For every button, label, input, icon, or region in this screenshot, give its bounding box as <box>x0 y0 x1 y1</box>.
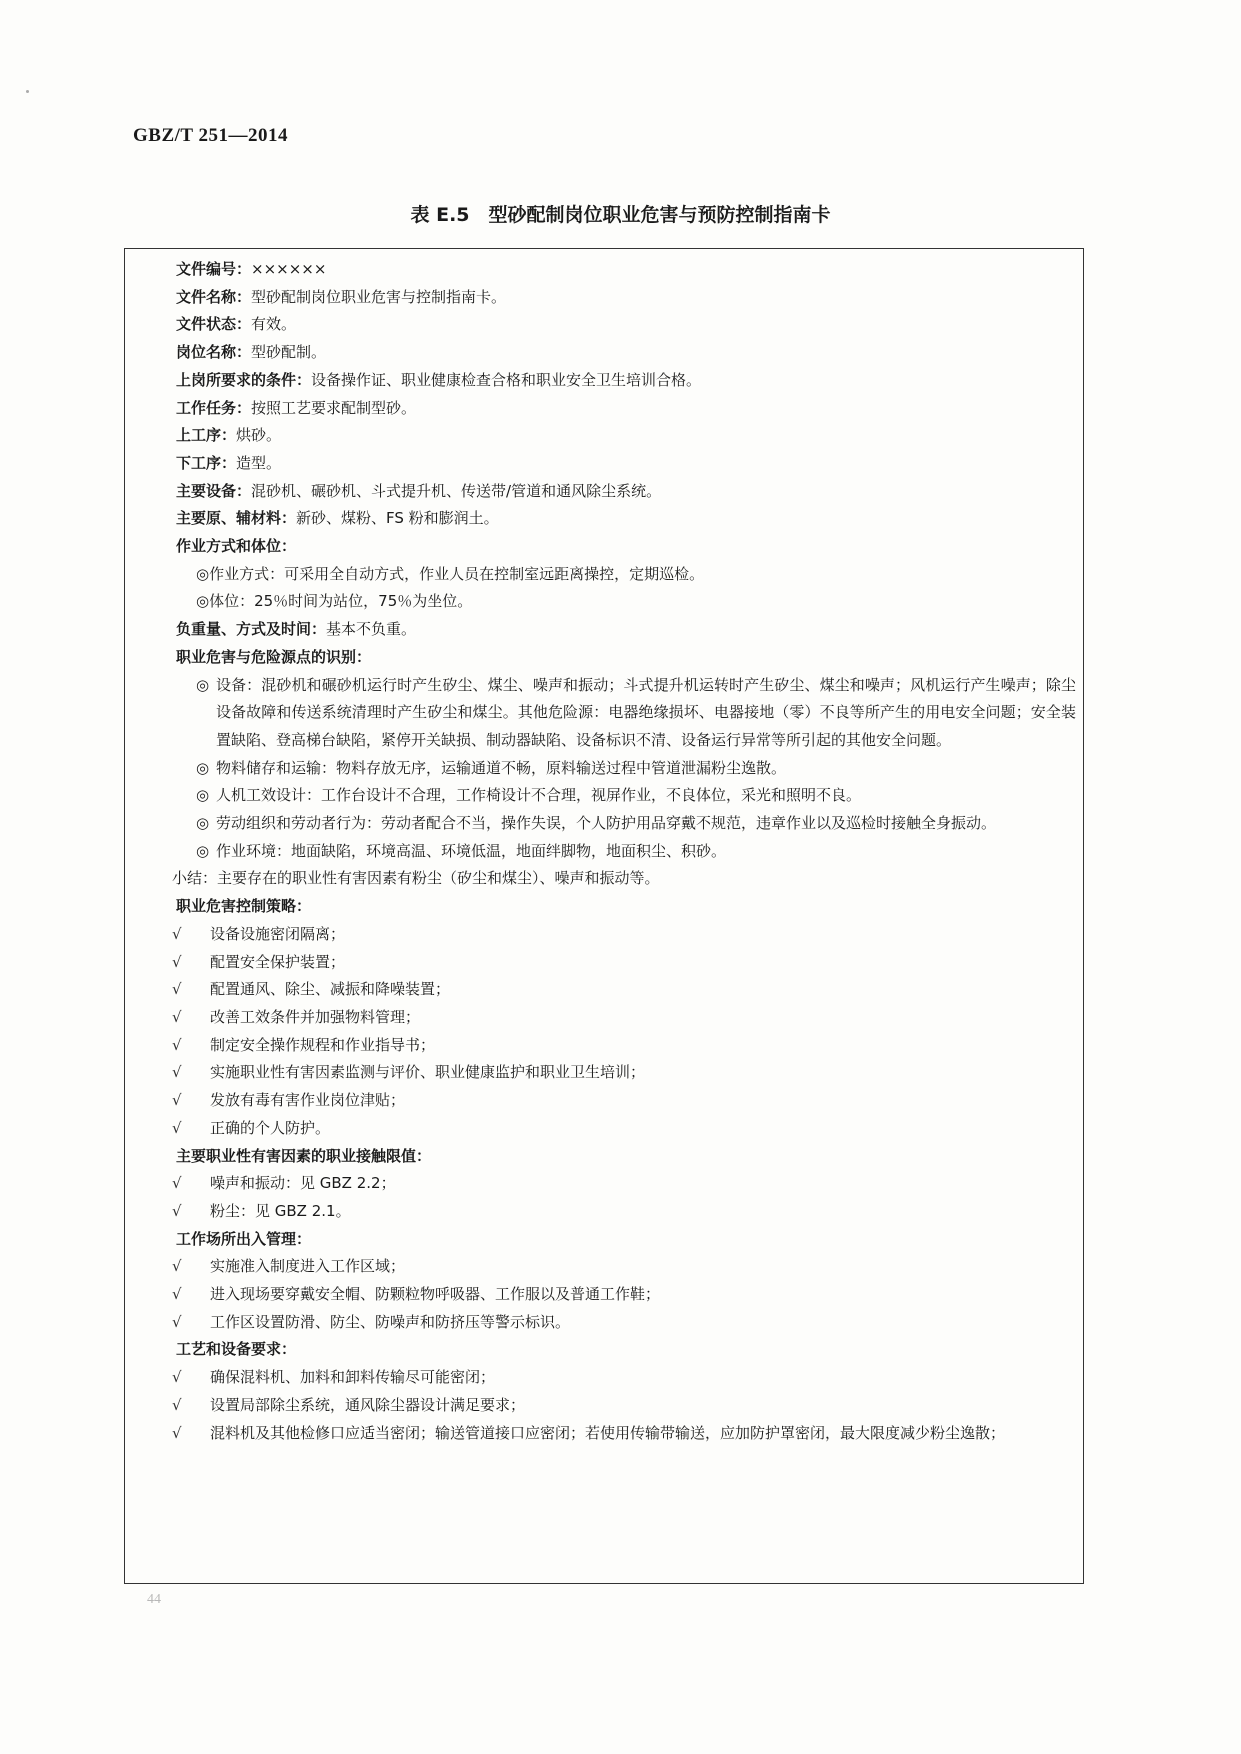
check-icon: √ <box>172 952 182 971</box>
field-load: 负重量、方式及时间：基本不负重。 <box>176 620 417 639</box>
hazard-item: ◎ 人机工效设计：工作台设计不合理，工作椅设计不合理，视屏作业，不良体位，采光和照明不良。 <box>176 782 1076 810</box>
check-icon: √ <box>172 1423 182 1442</box>
field-equipment: 主要设备：混砂机、碾砂机、斗式提升机、传送带/管道和通风除尘系统。 <box>176 481 662 500</box>
strategy-heading: 职业危害控制策略： <box>176 897 312 916</box>
process-heading: 工艺和设备要求： <box>176 1340 297 1359</box>
check-icon: √ <box>172 980 182 999</box>
mode-item: ◎作业方式：可采用全自动方式，作业人员在控制室远距离操控，定期巡检。 <box>196 564 705 583</box>
strategy-item: √ 制定安全操作规程和作业指导书； <box>172 1032 1076 1060</box>
circle-mark-icon: ◎ <box>196 675 210 694</box>
field-file-no: 文件编号：×××××× <box>176 260 327 278</box>
limits-item: √ 噪声和振动：见 GBZ 2.2； <box>172 1170 1076 1198</box>
page-number: 44 <box>147 1592 161 1607</box>
scan-speck <box>26 90 29 93</box>
field-materials: 主要原、辅材料：新砂、煤粉、FS 粉和膨润土。 <box>176 509 499 528</box>
strategy-item: √ 设备设施密闭隔离； <box>172 921 1076 949</box>
circle-mark-icon: ◎ <box>196 758 210 777</box>
process-item: √ 确保混料机、加料和卸料传输尽可能密闭； <box>172 1364 1076 1392</box>
circle-mark-icon: ◎ <box>196 814 210 833</box>
limits-heading: 主要职业性有害因素的职业接触限值： <box>176 1146 432 1165</box>
check-icon: √ <box>172 1257 182 1276</box>
field-next-process: 下工序：造型。 <box>176 453 282 472</box>
limits-item: √ 粉尘：见 GBZ 2.1。 <box>172 1198 1076 1226</box>
check-icon: √ <box>172 1091 182 1110</box>
strategy-item: √ 配置通风、除尘、减振和降噪装置； <box>172 976 1076 1004</box>
field-file-name: 文件名称：型砂配制岗位职业危害与控制指南卡。 <box>176 287 507 306</box>
hazard-item: ◎ 作业环境：地面缺陷，环境高温、环境低温，地面绊脚物，地面积尘、积砂。 <box>176 838 1076 866</box>
circle-mark-icon: ◎ <box>196 841 210 860</box>
circle-mark-icon: ◎ <box>196 786 210 805</box>
strategy-item: √ 实施职业性有害因素监测与评价、职业健康监护和职业卫生培训； <box>172 1059 1076 1087</box>
check-icon: √ <box>172 1312 182 1331</box>
summary: 小结：主要存在的职业性有害因素有粉尘（矽尘和煤尘）、噪声和振动等。 <box>172 869 660 888</box>
check-icon: √ <box>172 1201 182 1220</box>
standard-code: GBZ/T 251—2014 <box>133 125 288 146</box>
access-item: √ 进入现场要穿戴安全帽、防颗粒物呼吸器、工作服以及普通工作鞋； <box>172 1281 1076 1309</box>
field-requirements: 上岗所要求的条件：设备操作证、职业健康检查合格和职业安全卫生培训合格。 <box>176 370 702 389</box>
check-icon: √ <box>172 1035 182 1054</box>
table-title: 表 E.5 型砂配制岗位职业危害与预防控制指南卡 <box>410 204 831 226</box>
field-prev-process: 上工序：烘砂。 <box>176 426 282 445</box>
hazard-item: ◎ 设备：混砂机和碾砂机运行时产生矽尘、煤尘、噪声和振动；斗式提升机运转时产生矽尘、煤尘和噪声；风机运行产生噪声；除尘设备故障和传送系统清理时产生矽尘和煤尘。其他危险源：电器绝缘损坏、电器接地（零）不良等所产生的用电安全问题；安全装置缺陷、登高梯台缺陷，紧停开关缺损、制动器缺陷、设备标识不清、设备运行异常等所引起的其他安全问题。 <box>176 672 1076 755</box>
strategy-item: √ 正确的个人防护。 <box>172 1115 1076 1143</box>
strategy-item: √ 配置安全保护装置； <box>172 949 1076 977</box>
field-file-status: 文件状态：有效。 <box>176 315 297 334</box>
check-icon: √ <box>172 924 182 943</box>
strategy-item: √ 发放有毒有害作业岗位津贴； <box>172 1087 1076 1115</box>
check-icon: √ <box>172 1118 182 1137</box>
mode-item: ◎体位：25％时间为站位，75％为坐位。 <box>196 592 473 611</box>
access-item: √ 工作区设置防滑、防尘、防噪声和防挤压等警示标识。 <box>172 1309 1076 1337</box>
field-task: 工作任务：按照工艺要求配制型砂。 <box>176 398 417 417</box>
hazard-item: ◎ 劳动组织和劳动者行为：劳动者配合不当，操作失误，个人防护用品穿戴不规范，违章作业以及巡检时接触全身振动。 <box>176 810 1076 838</box>
hazard-heading: 职业危害与危险源点的识别： <box>176 647 372 666</box>
check-icon: √ <box>172 1395 182 1414</box>
check-icon: √ <box>172 1174 182 1193</box>
strategy-item: √ 改善工效条件并加强物料管理； <box>172 1004 1076 1032</box>
guide-card-content <box>172 256 1076 1447</box>
check-icon: √ <box>172 1368 182 1387</box>
process-item: √ 混料机及其他检修口应适当密闭；输送管道接口应密闭；若使用传输带输送，应加防护罩密闭，最大限度减少粉尘逸散； <box>172 1420 1076 1448</box>
hazard-item: ◎ 物料储存和运输：物料存放无序，运输通道不畅，原料输送过程中管道泄漏粉尘逸散。 <box>176 755 1076 783</box>
mode-heading: 作业方式和体位： <box>176 537 297 556</box>
check-icon: √ <box>172 1007 182 1026</box>
check-icon: √ <box>172 1285 182 1304</box>
field-post-name: 岗位名称：型砂配制。 <box>176 343 327 362</box>
check-icon: √ <box>172 1063 182 1082</box>
process-item: √ 设置局部除尘系统，通风除尘器设计满足要求； <box>172 1392 1076 1420</box>
access-item: √ 实施准入制度进入工作区域； <box>172 1253 1076 1281</box>
access-heading: 工作场所出入管理： <box>176 1229 312 1248</box>
